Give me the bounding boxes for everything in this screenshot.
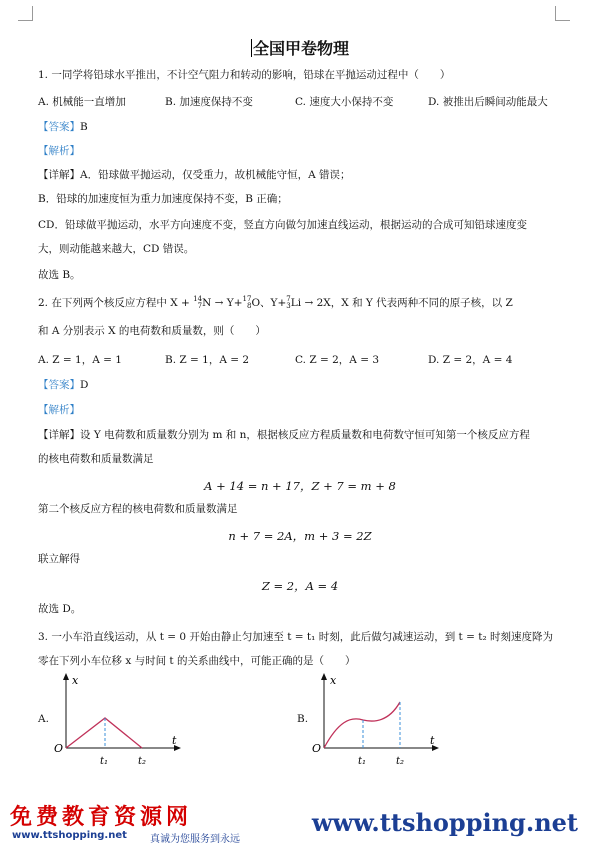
q2-equation-2: n + 7 = 2A，m + 3 = 2Z xyxy=(228,529,372,543)
y-axis-arrow xyxy=(63,673,69,680)
q2-stem-line-1: 2. 在下列两个核反应方程中 X + 14 7N → Y+17 8O、Y+7 3Li → 2X，X 和 Y 代表两种不同的原子核，以 Z xyxy=(38,295,513,310)
q1-detail-3: CD．铅球做平抛运动，水平方向速度不变，竖直方向做匀加速直线运动，根据运动的合成可知铅球速度变 xyxy=(38,219,527,231)
y-axis-label: x xyxy=(330,674,337,687)
q1-detail-2: B．铅球的加速度恒为重力加速度保持不变，B 正确； xyxy=(38,193,288,205)
footer-slogan: 真诚为您服务到永远 xyxy=(150,834,240,845)
q2-option-d: D. Z = 2，A = 4 xyxy=(428,354,513,366)
page-title: 全国甲卷物理 xyxy=(252,39,349,58)
q2-stem-line-2: 和 A 分别表示 X 的电荷数和质量数，则（ ） xyxy=(38,325,266,337)
page-corner-mark xyxy=(18,6,33,21)
q2-detail-1: 【详解】设 Y 电荷数和质量数分别为 m 和 n，根据核反应方程质量数和电荷数守恒可知第一个核反应方程 xyxy=(38,429,530,441)
q2-answer: 【答案】D xyxy=(38,379,89,391)
q3-stem-line-1: 3. 一小车沿直线运动，从 t = 0 开始由静止匀加速至 t = t₁ 时刻，此后做匀减速运动，到 t = t₂ 时刻速度降为 xyxy=(38,631,553,643)
q2-equation-1: A + 14 = n + 17，Z + 7 = m + 8 xyxy=(204,479,396,493)
q3-graph-a-label: A. xyxy=(38,713,49,725)
q3-graph-b-label: B. xyxy=(297,713,309,725)
q2-equation-3: Z = 2，A = 4 xyxy=(261,579,339,593)
t1-label: t₁ xyxy=(358,756,367,767)
origin-label: O xyxy=(54,742,64,755)
q1-option-c: C. 速度大小保持不变 xyxy=(295,96,394,108)
q3-stem-line-2: 零在下列小车位移 x 与时间 t 的关系曲线中，可能正确的是（ ） xyxy=(38,655,356,667)
q2-mid-text: 第二个核反应方程的核电荷数和质量数满足 xyxy=(38,503,238,515)
q1-stem: 1. 一同学将铅球水平推出，不计空气阻力和转动的影响，铅球在平抛运动过程中（ ） xyxy=(38,69,451,81)
t1-label: t₁ xyxy=(100,756,109,767)
q2-analysis-tag: 【解析】 xyxy=(38,404,80,416)
q2-option-c: C. Z = 2，A = 3 xyxy=(295,354,380,366)
y-axis-arrow xyxy=(321,673,327,680)
t2-label: t₂ xyxy=(396,756,405,767)
text-cursor xyxy=(251,39,252,57)
q1-conclusion: 故选 B。 xyxy=(38,269,81,281)
q1-answer: 【答案】B xyxy=(38,121,88,133)
q1-detail-4: 大，则动能越来越大，CD 错误。 xyxy=(38,243,195,255)
q1-option-b: B. 加速度保持不变 xyxy=(165,96,253,108)
t2-label: t₂ xyxy=(138,756,147,767)
q1-detail-1: 【详解】A．铅球做平抛运动，仅受重力，故机械能守恒，A 错误； xyxy=(38,169,351,181)
x-t-curve xyxy=(66,718,142,748)
footer-url-large[interactable]: www.ttshopping.net xyxy=(311,808,578,837)
q2-option-b: B. Z = 1，A = 2 xyxy=(165,354,250,366)
q1-analysis-tag: 【解析】 xyxy=(38,145,80,157)
x-axis-label: t xyxy=(172,734,177,747)
q2-conclusion: 故选 D。 xyxy=(38,603,82,615)
q1-option-a: A. 机械能一直增加 xyxy=(38,96,126,108)
x-t-curve xyxy=(324,702,400,748)
q3-graph-b xyxy=(310,672,450,772)
x-axis-label: t xyxy=(430,734,435,747)
origin-label: O xyxy=(312,742,322,755)
q1-option-d: D. 被推出后瞬间动能最大 xyxy=(428,96,548,108)
footer-brand: 免费教育资源网 xyxy=(10,804,193,830)
footer-url-small[interactable]: www.ttshopping.net xyxy=(12,830,127,841)
page-corner-mark xyxy=(555,6,570,21)
q2-solve-text: 联立解得 xyxy=(38,553,80,565)
y-axis-label: x xyxy=(72,674,79,687)
q2-option-a: A. Z = 1，A = 1 xyxy=(38,354,122,366)
q2-detail-2: 的核电荷数和质量数满足 xyxy=(38,453,154,465)
q3-graph-a xyxy=(52,672,192,772)
